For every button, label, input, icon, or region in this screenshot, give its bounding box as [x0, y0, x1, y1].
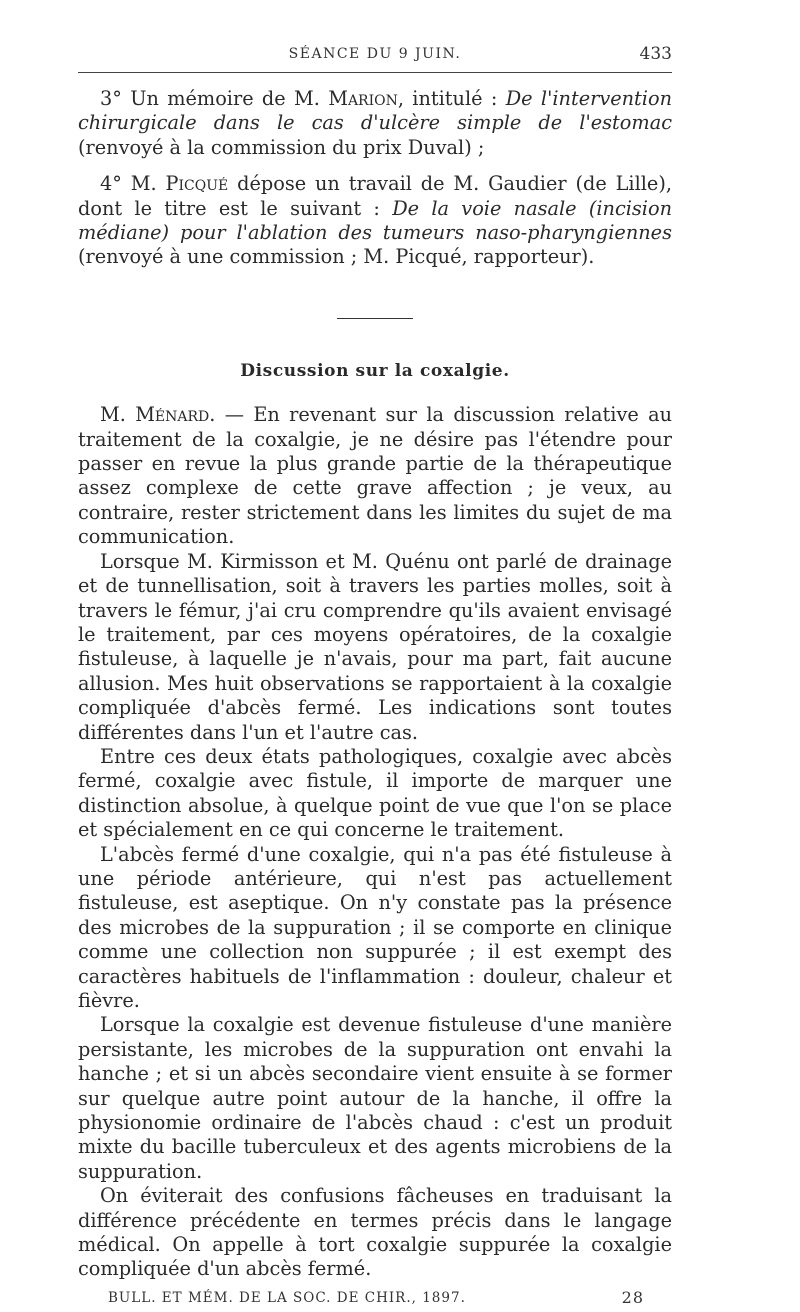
signature-mark: 28: [621, 1287, 644, 1307]
text-run: , intitulé :: [397, 87, 506, 110]
paragraph-item-3: [78, 87, 672, 160]
running-title: SÉANCE DU 9 JUIN.: [288, 46, 462, 62]
text-run: 4° M.: [100, 172, 166, 196]
page-number: 433: [639, 44, 672, 64]
page-footer: [78, 1287, 672, 1312]
work-title: De la voie nasale (incision médiane) pour l'ablation des tumeurs naso-pharyngiennes: [78, 196, 672, 245]
text-run: 3° Un mémoire de M.: [100, 87, 329, 110]
running-head: [78, 40, 672, 70]
text-run: dépose un travail de M. Gaudier (de Lille), dont le titre est le suivant :: [78, 172, 672, 220]
paragraph: On éviterait des confusions fâcheuses en traduisant la différence précédente en termes précis dans le langage médical. On appelle à tort coxalgie suppurée la coxalgie compliquée d'un abcès fermé.: [78, 1184, 672, 1281]
text-run: (renvoyé à la commission du prix Duval) ;: [78, 135, 485, 159]
body-text: [78, 87, 672, 1282]
section-title: Discussion sur la coxalgie.: [240, 360, 510, 381]
text-run: — En revenant sur la discussion relative au traitement de la coxalgie, je ne désire pas l'étendre pour passer en revue la plus grande partie de la thérapeutique assez complexe de cette grave affection ; je veux, au contraire, rester strictement dans les limites du sujet de ma communication.: [78, 403, 672, 549]
speaker-name: M. Ménard.: [100, 403, 216, 427]
paragraph-item-4: [78, 172, 672, 270]
paragraph-menard: [78, 403, 672, 549]
section-divider: [337, 318, 413, 319]
author-name: Marion: [328, 87, 398, 110]
text-run: (renvoyé à une commission ; M. Picqué, rapporteur).: [78, 245, 595, 269]
footer-citation: BULL. ET MÉM. DE LA SOC. DE CHIR., 1897.: [108, 1289, 466, 1306]
book-page: [78, 40, 672, 1312]
header-rule: [78, 72, 672, 73]
paragraph: L'abcès fermé d'une coxalgie, qui n'a pas été fistuleuse à une période antérieure, qui n'est pas actuellement fistuleuse, est aseptique. On n'y constate pas la présence des microbes de la suppuration ; il se comporte en clinique comme une collection non suppurée ; il est exempt des caractères habituels de l'inflammation : douleur, chaleur et fièvre.: [78, 842, 672, 1012]
paragraph: Lorsque M. Kirmisson et M. Quénu ont parlé de drainage et de tunnellisation, soit à travers les parties molles, soit à travers le fémur, j'ai cru comprendre qu'ils avaient envisagé le traitement, par ces moyens opératoires, de la coxalgie fistuleuse, à laquelle je n'avais, pour ma part, fait aucune allusion. Mes huit observations se rapportaient à la coxalgie compliquée d'abcès fermé. Les indications sont toutes différentes dans l'un et l'autre cas.: [78, 549, 672, 744]
paragraph: Lorsque la coxalgie est devenue fistuleuse d'une manière persistante, les microbes de la suppuration ont envahi la hanche ; et si un abcès secondaire vient ensuite à se former sur quelque autre point autour de la hanche, il offre la physionomie ordinaire de l'abcès chaud : c'est un produit mixte du bacille tuberculeux et des agents microbiens de la suppuration.: [78, 1013, 672, 1183]
author-name: Picqué: [165, 172, 229, 196]
paragraph: Entre ces deux états pathologiques, coxalgie avec abcès fermé, coxalgie avec fistule, il importe de marquer une distinction absolue, à quelque point de vue que l'on se place et spécialement en ce qui concerne le traitement.: [78, 744, 672, 842]
work-title: De l'intervention chirurgicale dans le cas d'ulcère simple de l'estomac: [78, 87, 672, 135]
